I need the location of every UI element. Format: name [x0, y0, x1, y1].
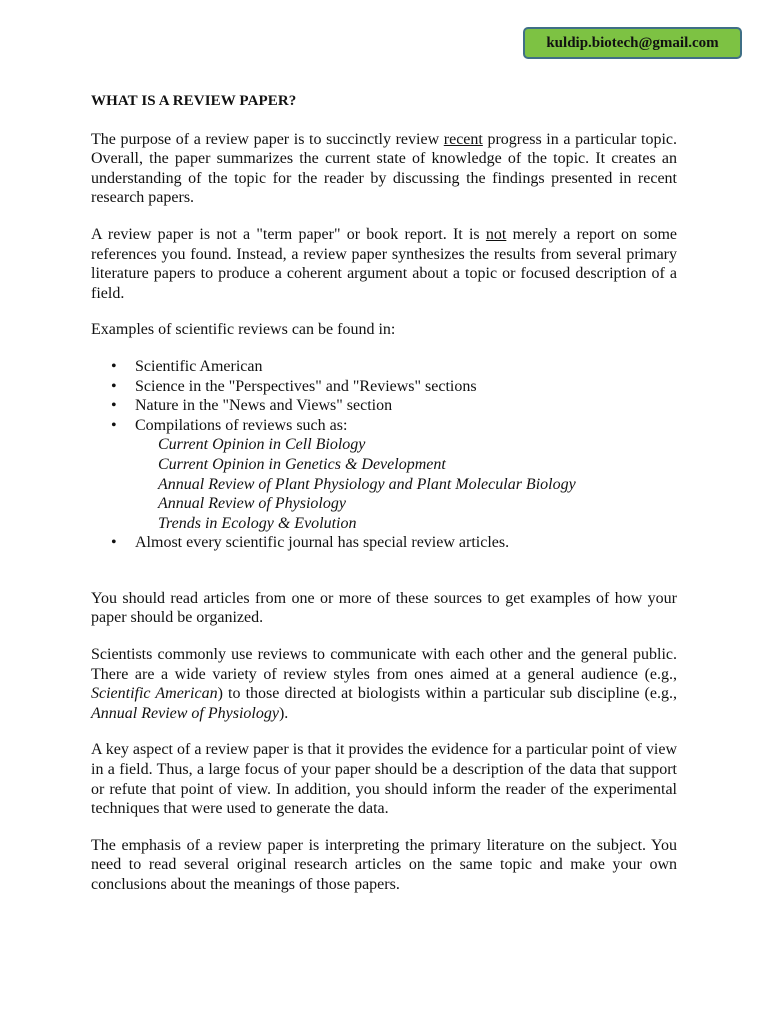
italic-title: Annual Review of Physiology — [91, 704, 279, 722]
underlined-word: not — [485, 225, 507, 243]
compilation-title: Current Opinion in Cell Biology — [158, 436, 366, 454]
paragraph-read-articles: You should read articles from one or more of these sources to get examples of how your paper should be organized. — [91, 589, 677, 627]
list-item — [91, 357, 677, 377]
bullet-icon: • — [111, 397, 117, 415]
underlined-word: recent — [443, 130, 483, 148]
list-item — [91, 533, 677, 553]
text-segment: progress in a particular topic. Overall, the paper summarizes the current state of knowledge of the topic. It creates an understanding of the topic for the reader by discussing the findings presented in recent research papers. — [91, 130, 678, 207]
bullet-icon: • — [111, 377, 117, 395]
text-segment: ) to those directed at biologists within a particular sub discipline (e.g., — [217, 685, 677, 703]
text-segment: The purpose of a review paper is to succinctly review — [91, 130, 444, 148]
bullet-icon: • — [111, 534, 117, 552]
bullet-icon: • — [111, 416, 117, 434]
text-segment: Scientists commonly use reviews to communicate with each other and the general public. There are a wide variety of review styles from ones aimed at a general audience (e.g., — [91, 646, 677, 683]
paragraph-audiences — [91, 645, 677, 723]
italic-title: Scientific American — [91, 685, 218, 703]
list-item-text: Almost every scientific journal has special review articles. — [135, 534, 510, 552]
compilations-list — [135, 435, 677, 533]
compilation-title: Trends in Ecology & Evolution — [158, 514, 357, 532]
paragraph-emphasis: The emphasis of a review paper is interpreting the primary literature on the subject. You need to read several original research articles on the same topic and make your own conclusions about the meanings of those papers. — [91, 836, 677, 893]
list-item — [91, 416, 677, 534]
text-segment: merely a report on some references you found. Instead, a review paper synthesizes the results from several primary literature papers to produce a coherent argument about a topic or focused description of a field. — [91, 225, 678, 302]
paragraph-purpose — [91, 130, 677, 208]
list-item-text: Science in the "Perspectives" and "Reviews" sections — [135, 377, 477, 395]
compilation-title: Annual Review of Physiology — [158, 495, 346, 513]
examples-intro: Examples of scientific reviews can be found in: — [91, 321, 396, 339]
bullet-icon: • — [111, 357, 117, 375]
document-body — [91, 92, 677, 912]
page-title: WHAT IS A REVIEW PAPER? — [91, 93, 297, 109]
paragraph-evidence: A key aspect of a review paper is that it provides the evidence for a particular point of view in a field. Thus, a large focus of your paper should be a description of the data that support or refute that point of view. In addition, you should inform the reader of the experimental techniques that were used to generate the data. — [91, 741, 677, 818]
list-item-text: Scientific American — [135, 357, 263, 375]
sources-list — [91, 357, 677, 553]
paragraph-definition — [91, 225, 677, 303]
text-segment: ). — [278, 704, 289, 722]
list-item — [91, 377, 677, 397]
email-badge[interactable]: kuldip.biotech@gmail.com — [523, 27, 742, 59]
text-segment: A review paper is not a "term paper" or book report. It is — [91, 225, 486, 243]
compilation-title: Current Opinion in Genetics & Development — [158, 455, 446, 473]
list-item-text: Compilations of reviews such as: — [135, 416, 348, 434]
list-item-text: Nature in the "News and Views" section — [135, 397, 393, 415]
compilation-title: Annual Review of Plant Physiology and Plant Molecular Biology — [158, 475, 576, 493]
list-item — [91, 396, 677, 416]
